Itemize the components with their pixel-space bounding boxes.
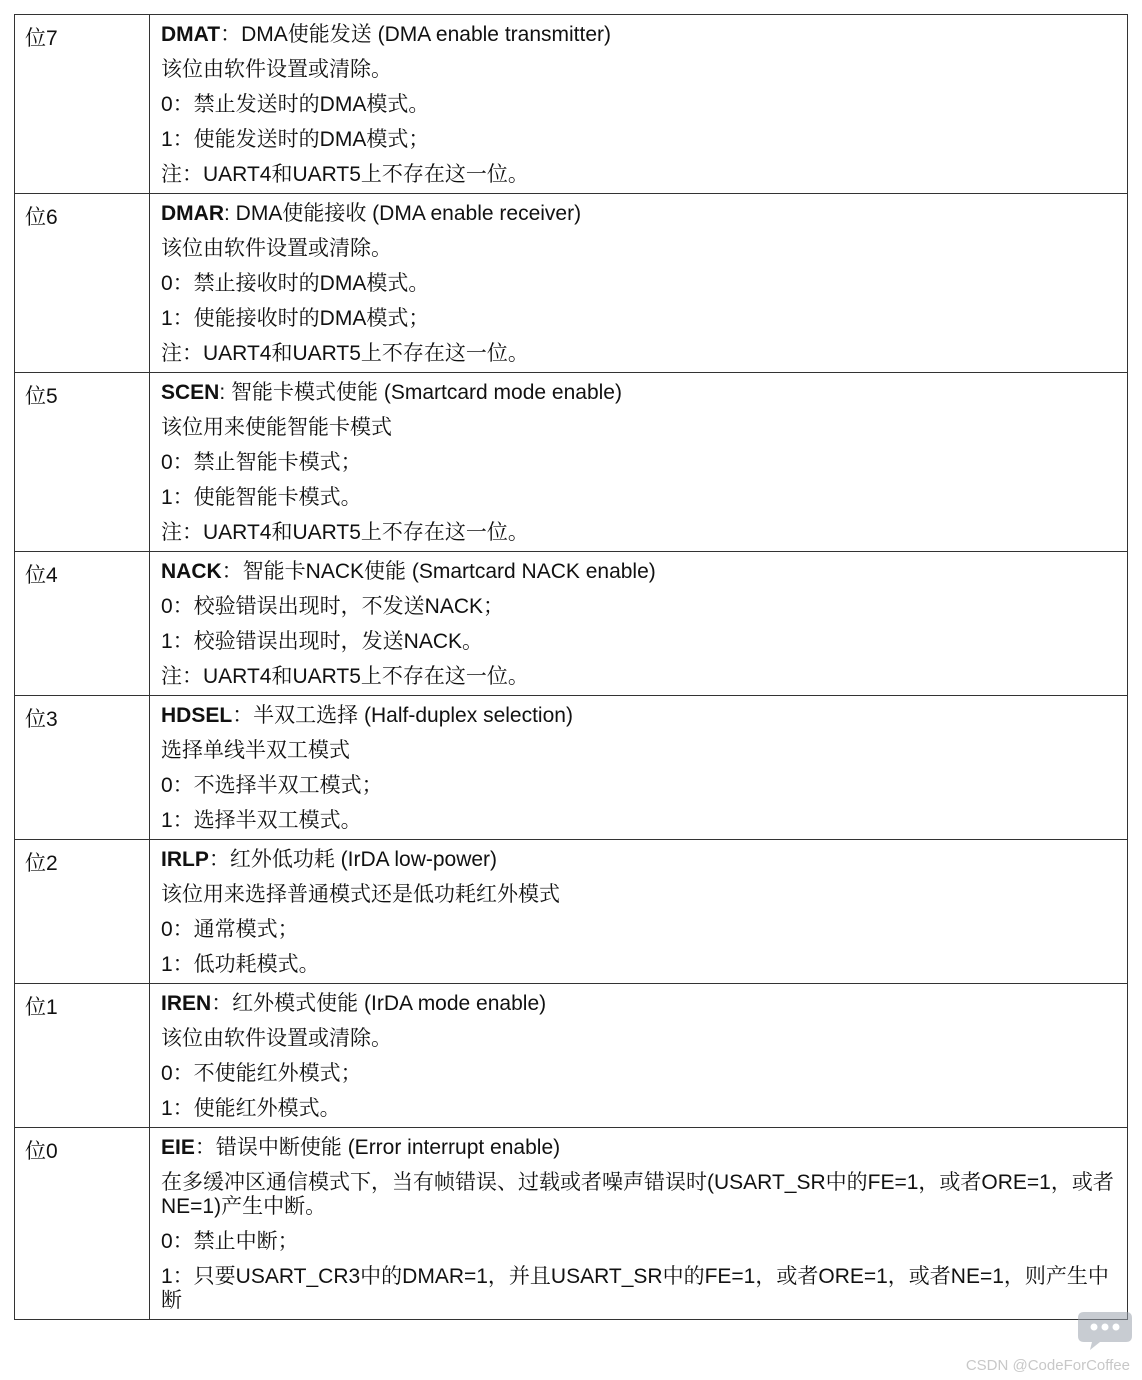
register-bit-table-body — [15, 15, 1128, 1320]
field-name: DMAR — [161, 202, 224, 225]
description-line: 1：使能红外模式。 — [161, 1097, 341, 1120]
bit-number-cell: 位0 — [15, 1128, 150, 1320]
field-title-text: ：DMA使能发送 (DMA enable transmitter) — [220, 23, 612, 46]
description-line: 0：不使能红外模式； — [161, 1062, 362, 1085]
field-title — [161, 381, 1117, 405]
register-bit-row — [15, 1128, 1128, 1320]
field-title-text: : 智能卡模式使能 (Smartcard mode enable) — [219, 381, 622, 404]
bit-description-cell — [150, 696, 1128, 840]
field-title-text: ：半双工选择 (Half-duplex selection) — [232, 704, 573, 727]
description-line: 该位用来使能智能卡模式 — [161, 416, 392, 439]
chat-bubble-icon — [1076, 1308, 1134, 1352]
field-title — [161, 560, 1117, 584]
description-line: 1：校验错误出现时，发送NACK。 — [161, 630, 484, 653]
bit-number-cell: 位3 — [15, 696, 150, 840]
description-line: 该位由软件设置或清除。 — [161, 58, 392, 81]
register-bit-row — [15, 15, 1128, 194]
description-line: 0：禁止发送时的DMA模式。 — [161, 93, 430, 116]
description-line: 0：禁止智能卡模式； — [161, 451, 362, 474]
description-line: 0：禁止中断； — [161, 1230, 299, 1253]
field-name: IREN — [161, 992, 212, 1015]
register-bit-row — [15, 552, 1128, 696]
description-line: 该位用来选择普通模式还是低功耗红外模式 — [161, 883, 560, 906]
description-line: 注：UART4和UART5上不存在这一位。 — [161, 665, 529, 688]
description-line: 1：低功耗模式。 — [161, 953, 320, 976]
description-line: 1：选择半双工模式。 — [161, 809, 362, 832]
field-title — [161, 1136, 1117, 1160]
description-line: 0：通常模式； — [161, 918, 299, 941]
description-line: 该位由软件设置或清除。 — [161, 237, 392, 260]
description-line: 0：禁止接收时的DMA模式。 — [161, 272, 430, 295]
description-line: 该位由软件设置或清除。 — [161, 1027, 392, 1050]
field-title — [161, 202, 1117, 226]
field-title — [161, 848, 1117, 872]
bit-number-cell: 位5 — [15, 373, 150, 552]
csdn-watermark: CSDN @CodeForCoffee — [965, 1357, 1130, 1374]
bit-number-cell: 位7 — [15, 15, 150, 194]
field-title-text: ：智能卡NACK使能 (Smartcard NACK enable) — [221, 560, 656, 583]
description-line: 注：UART4和UART5上不存在这一位。 — [161, 163, 529, 186]
bit-description-cell — [150, 840, 1128, 984]
description-line: 选择单线半双工模式 — [161, 739, 350, 762]
register-bit-row — [15, 984, 1128, 1128]
bit-description-cell — [150, 1128, 1128, 1320]
register-bit-row — [15, 373, 1128, 552]
field-name: DMAT — [161, 23, 221, 46]
field-name: NACK — [161, 560, 222, 583]
bit-description-cell — [150, 15, 1128, 194]
description-line: 1：只要USART_CR3中的DMAR=1，并且USART_SR中的FE=1，或者ORE=1，或者NE=1，则产生中断 — [161, 1265, 1109, 1312]
description-line: 在多缓冲区通信模式下，当有帧错误、过载或者噪声错误时(USART_SR中的FE=1，或者ORE=1，或者NE=1)产生中断。 — [161, 1171, 1114, 1218]
field-title-text: ：红外低功耗 (IrDA low-power) — [208, 848, 498, 871]
bit-description-cell — [150, 552, 1128, 696]
register-bit-row — [15, 696, 1128, 840]
bit-number-cell: 位4 — [15, 552, 150, 696]
register-bit-table — [14, 14, 1128, 1320]
bit-number-cell: 位2 — [15, 840, 150, 984]
field-name: SCEN — [161, 381, 220, 404]
field-title — [161, 704, 1117, 728]
field-title-text: ：错误中断使能 (Error interrupt enable) — [194, 1136, 561, 1159]
description-line: 1：使能智能卡模式。 — [161, 486, 362, 509]
bit-description-cell — [150, 984, 1128, 1128]
description-line: 注：UART4和UART5上不存在这一位。 — [161, 521, 529, 544]
field-title-text: : DMA使能接收 (DMA enable receiver) — [224, 202, 582, 225]
description-line: 注：UART4和UART5上不存在这一位。 — [161, 342, 529, 365]
description-line: 0：校验错误出现时，不发送NACK； — [161, 595, 505, 618]
field-name: HDSEL — [161, 704, 233, 727]
description-line: 1：使能接收时的DMA模式； — [161, 307, 430, 330]
field-title-text: ：红外模式使能 (IrDA mode enable) — [211, 992, 547, 1015]
field-name: IRLP — [161, 848, 209, 871]
field-title — [161, 23, 1117, 47]
field-name: EIE — [161, 1136, 195, 1159]
description-line: 0：不选择半双工模式； — [161, 774, 383, 797]
bit-description-cell — [150, 373, 1128, 552]
field-title — [161, 992, 1117, 1016]
bit-description-cell — [150, 194, 1128, 373]
bit-number-cell: 位6 — [15, 194, 150, 373]
register-bit-row — [15, 840, 1128, 984]
bit-number-cell: 位1 — [15, 984, 150, 1128]
register-bit-row — [15, 194, 1128, 373]
description-line: 1：使能发送时的DMA模式； — [161, 128, 430, 151]
